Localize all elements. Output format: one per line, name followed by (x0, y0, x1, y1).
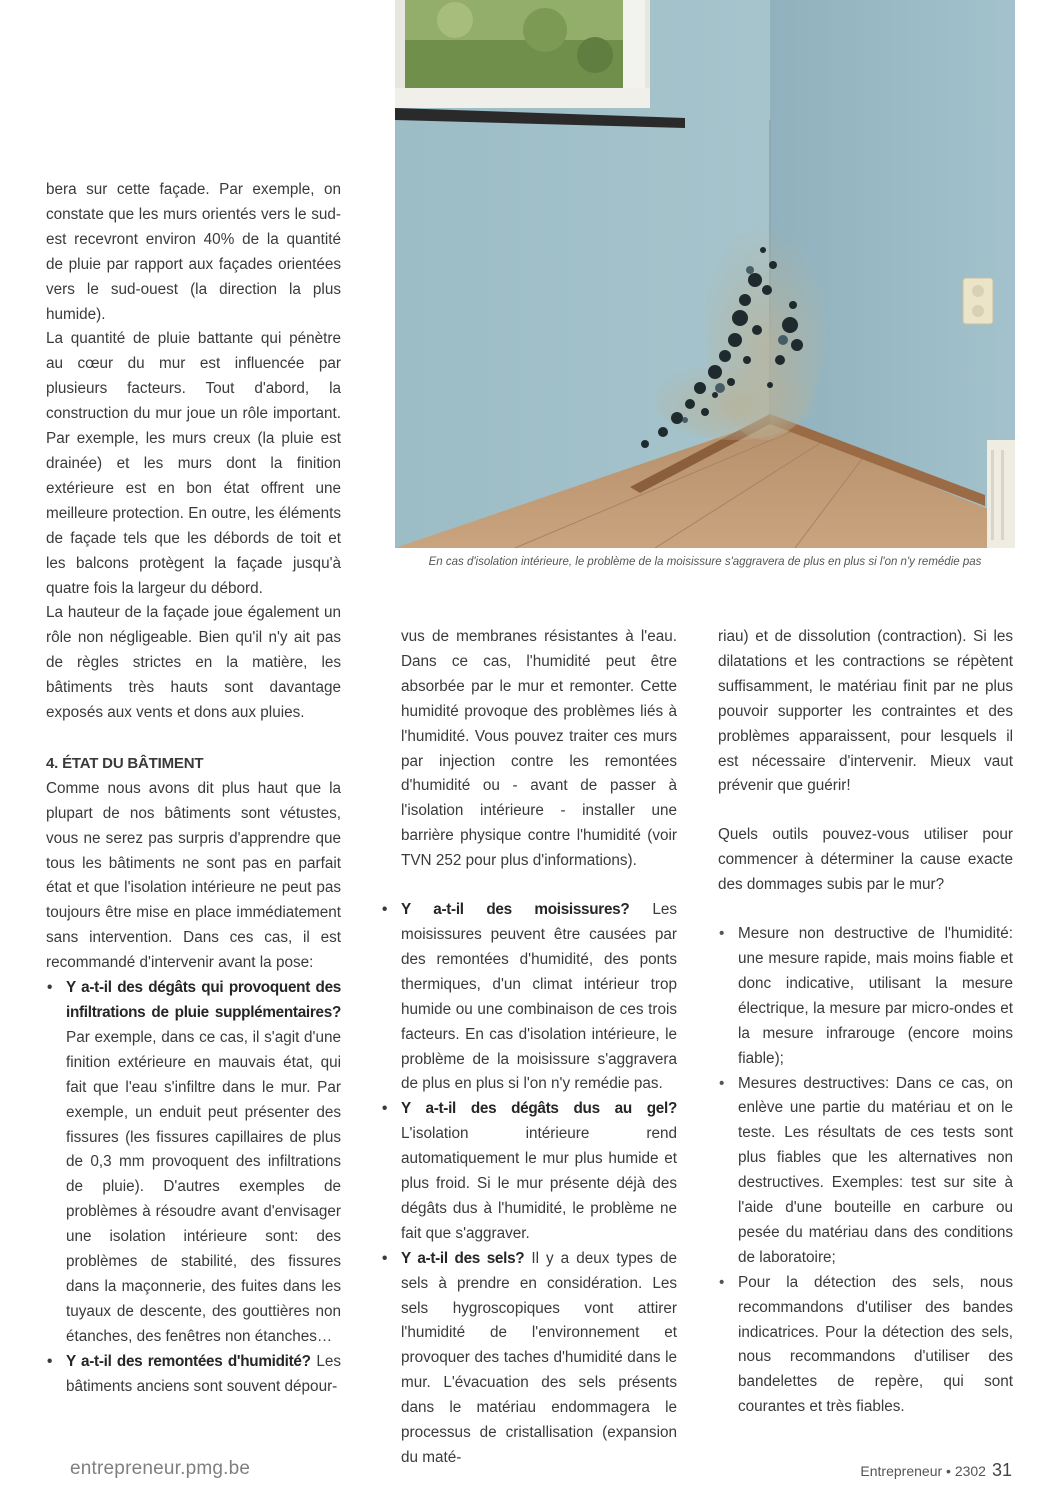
item-text: Il y a deux types de sels à prendre en considération. Les sels hygroscopiques vont attirer l'humidité de l'environnement et provoquer des taches d'humidité dans le mur. L'évacuation des sels présents dans le matériau endommagera le processus de cristallisation (expansion du maté- (401, 1249, 677, 1466)
bullet-list (381, 898, 677, 1471)
bullet-list (46, 976, 341, 1399)
text-column-1 (46, 178, 341, 1400)
paragraph: vus de membranes résistantes à l'eau. Dans ce cas, l'humidité peut être absorbée par le mur et remonter. Cette humidité provoque des problèmes liés à l'humidité. Vous pouvez traiter ces murs par injection contre les remontées d'humidité ou - avant de passer à l'isolation intérieure - installer une barrière physique contre l'humidité (voir TVN 252 pour plus d'informations). (401, 628, 677, 870)
question-bold: Y a-t-il des dégâts dus au gel? (401, 1100, 677, 1118)
list-item (381, 1097, 677, 1246)
footer-magazine (860, 1460, 1012, 1481)
list-item: • Pour la détection des sels, nous recommandons d'utiliser des bandes indicatrices. Pour la détection des sels, nous recommandons d'utiliser des bandelettes de repère, qui sont courantes et très fiables. (718, 1271, 1013, 1420)
list-item: • Mesure non destructive de l'humidité: une mesure rapide, mais moins fiable et donc indicative, utilisant la mesure électrique, la mesure par micro-ondes et la mesure infrarouge (encore moins fiable); (718, 922, 1013, 1071)
photo-caption: En cas d'isolation intérieure, le problème de la moisissure s'aggravera de plus en plus si l'on n'y remédie pas (428, 556, 982, 568)
question-bold: Y a-t-il des dégâts qui provoquent des infiltrations de pluie supplémentaires? (66, 979, 341, 1021)
magazine-issue: Entrepreneur • 2302 (860, 1463, 986, 1479)
text-column-3 (718, 625, 1013, 1420)
list-item (46, 1350, 341, 1400)
paragraph: Comme nous avons dit plus haut que la plupart de nos bâtiments sont vétustes, vous ne serez pas surpris d'apprendre que tous les bâtiments ne sont pas en parfait état et que l'isolation intérieure ne peut pas toujours être mise en place immédiatement sans intervention. Dans ces cas, il est recommandé d'intervenir avant la pose: (46, 779, 341, 972)
question-bold: Y a-t-il des sels? (401, 1249, 525, 1267)
list-item (381, 898, 677, 1097)
paragraph: La hauteur de la façade joue également un rôle non négligeable. Bien qu'il n'y ait pas de règles strictes en la matière, les bâtiments très hauts sont davantage exposés aux vents et dons aux pluies. (46, 604, 341, 722)
paragraph: La quantité de pluie battante qui pénètre au cœur du mur est influencée par plusieurs facteurs. Tout d'abord, la construction du mur joue un rôle important. Par exemple, les murs creux (la pluie est drainée) et les murs dont la finition extérieure est en bon état offrent une meilleure protection. En outre, les éléments de façade tels que les débords de toit et les balcons protègent la façade jusqu'à quatre fois la largeur du débord. (46, 330, 341, 597)
list-item (46, 976, 341, 1350)
paragraph: Quels outils pouvez-vous utiliser pour commencer à déterminer la cause exacte des dommages subis par le mur? (718, 826, 1013, 894)
section-heading: 4. ÉTAT DU BÂTIMENT (46, 754, 204, 772)
footer-website-url[interactable]: entrepreneur.pmg.be (70, 1458, 251, 1479)
paragraph: bera sur cette façade. Par exemple, on constate que les murs orientés vers le sud-est recevront environ 40% de la quantité de pluie par rapport aux façades orientées vers le sud-ouest (la direction la plus humide). (46, 181, 341, 323)
paragraph: riau) et de dissolution (contraction). Si les dilatations et les contractions se répètent suffisamment, le matériau finit par ne plus pouvoir supporter les contraintes et des problèmes apparaissent, pour lesquels il est nécessaire d'intervenir. Mieux vaut prévenir que guérir! (718, 628, 1013, 795)
item-text: Les moisissures peuvent être causées par des remontées d'humidité, des ponts thermiques, d'un climat intérieur trop humide ou une combinaison de ces trois facteurs. En cas d'isolation intérieure, le problème de la moisissure s'aggravera de plus en plus si l'on n'y remédie pas. (401, 901, 677, 1093)
item-text: L'isolation intérieure rend automatiquement le mur plus humide et plus froid. Si le mur présente déjà des dégâts dus à l'humidité, le problème ne fait que s'aggraver. (401, 1125, 677, 1242)
mould-corner-photo (395, 0, 1015, 548)
page-number: 31 (991, 1460, 1012, 1480)
list-item (381, 1247, 677, 1471)
text-column-2 (401, 625, 677, 1471)
item-text: Les bâtiments anciens sont souvent dépour- (66, 1352, 341, 1395)
question-bold: Y a-t-il des moisissures? (401, 901, 630, 919)
question-bold: Y a-t-il des remontées d'humidité? (66, 1352, 311, 1370)
bullet-list (718, 922, 1013, 1420)
list-item: • Mesures destructives: Dans ce cas, on enlève une partie du matériau et on le teste. Les résultats de ces tests sont plus fiables que les alternatives non destructives. Exemples: test sur site à l'aide d'une bouteille en carbure ou pesée du matériau dans des conditions de laboratoire; (718, 1072, 1013, 1271)
item-text: Par exemple, dans ce cas, il s'agit d'une finition extérieure en mauvais état, qui fait que l'eau s'infiltre dans le mur. Par exemple, un enduit peut présenter des fissures (les fissures capillaires de plus de 0,3 mm provoquent des infiltrations de pluie). D'autres exemples de problèmes à résoudre avant d'envisager une isolation intérieure sont: des problèmes de stabilité, des fissures dans la maçonnerie, des fuites dans les tuyaux de descente, des gouttières non étanches, des fenêtres non étanches… (66, 1028, 341, 1345)
